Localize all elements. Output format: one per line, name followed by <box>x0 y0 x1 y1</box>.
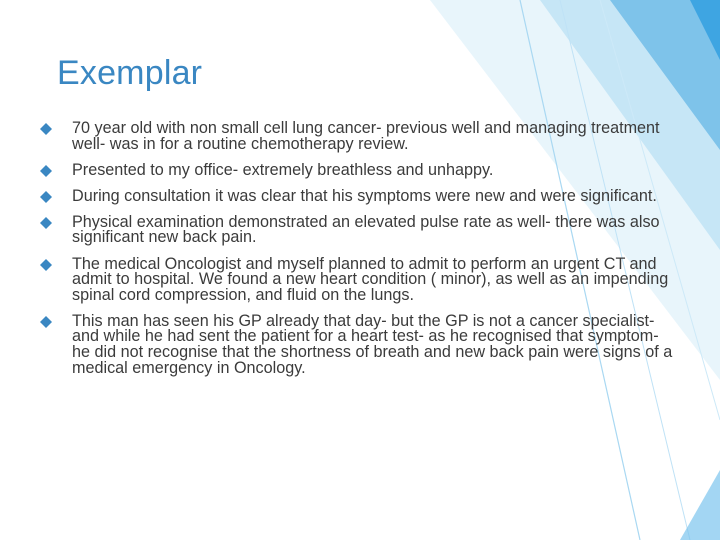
bullet-item <box>40 254 680 304</box>
bullet-text: This man has seen his GP already that day- but the GP is not a cancer specialist- and while he had sent the patient for a heart test- as he recognised that symptom- he did not recognise that the shortness of breath and new back pain were signs of a medical emergency in Oncology. <box>72 311 673 377</box>
bullet-list <box>40 121 680 387</box>
bullet-text: 70 year old with non small cell lung cancer- previous well and managing treatment well- was in for a routine chemotherapy review. <box>72 119 660 153</box>
decor-bottom-corner <box>680 470 720 540</box>
bullet-item <box>40 311 680 377</box>
diamond-bullet-icon <box>40 316 52 328</box>
diamond-bullet-icon <box>40 165 52 177</box>
bullet-text: The medical Oncologist and myself planned to admit to perform an urgent CT and admit to hospital. We found a new heart condition ( minor), as well as an impending spinal cord compression, and fluid on the lungs. <box>72 254 669 304</box>
bullet-text: Presented to my office- extremely breathless and unhappy. <box>72 160 494 179</box>
diamond-bullet-icon <box>40 217 52 229</box>
bullet-item <box>40 160 680 179</box>
bullet-text: During consultation it was clear that his symptoms were new and were significant. <box>72 186 657 205</box>
diamond-bullet-icon <box>40 191 52 203</box>
diamond-bullet-icon <box>40 123 52 135</box>
diamond-bullet-icon <box>40 259 52 271</box>
bullet-item <box>40 121 680 152</box>
slide-title: Exemplar <box>57 54 203 92</box>
bullet-item <box>40 186 680 205</box>
bullet-item <box>40 212 680 247</box>
bullet-text: Physical examination demonstrated an elevated pulse rate as well- there was also significant new back pain. <box>72 212 660 247</box>
